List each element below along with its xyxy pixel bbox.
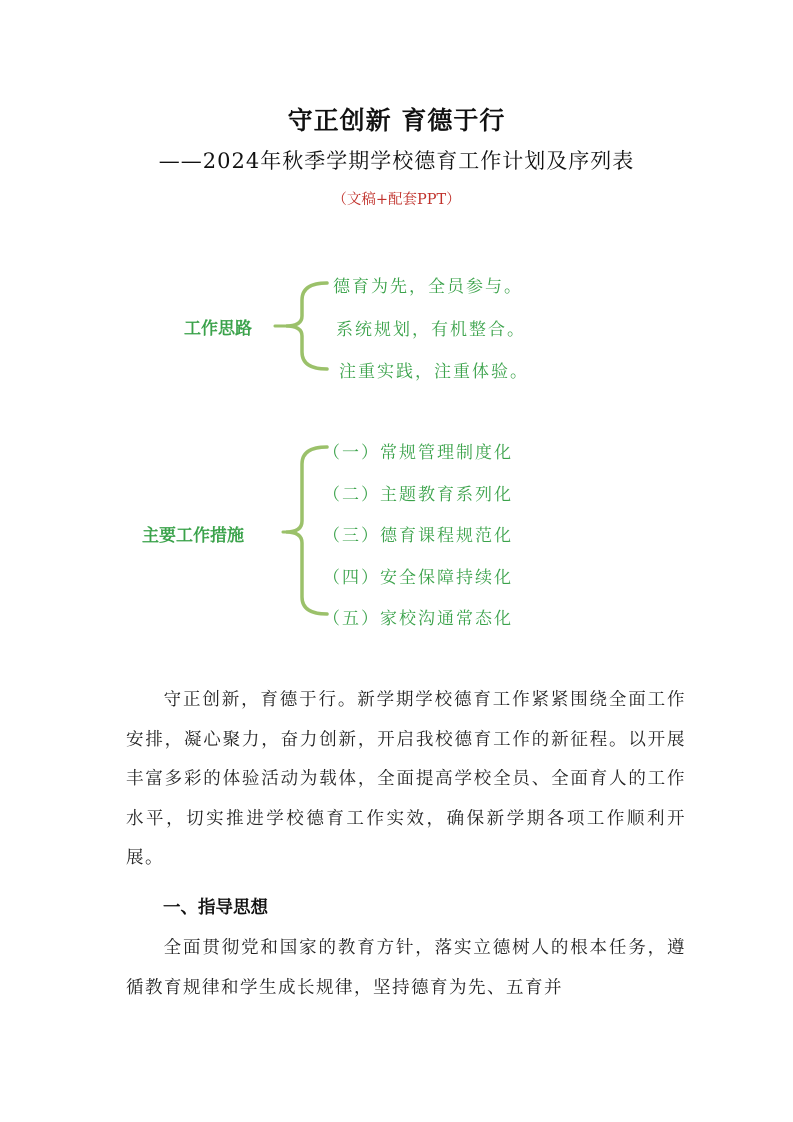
main-measures-item: （二）主题教育系列化 bbox=[323, 485, 513, 505]
main-measures-item: （一）常规管理制度化 bbox=[323, 443, 513, 463]
main-measures-item: （三）德育课程规范化 bbox=[323, 526, 513, 546]
document-note: （文稿+配套PPT） bbox=[332, 192, 461, 208]
main-measures-label: 主要工作措施 bbox=[142, 526, 244, 546]
section1-text: 全面贯彻党和国家的教育方针，落实立德树人的根本任务，遵循教育规律和学生成长规律，坚持德育为先、五育并 bbox=[126, 938, 686, 998]
work-approach-label: 工作思路 bbox=[184, 319, 252, 339]
main-measures-item: （五）家校沟通常态化 bbox=[323, 609, 513, 629]
document-title: 守正创新 育德于行 bbox=[287, 106, 506, 135]
intro-paragraph bbox=[126, 681, 686, 879]
main-measures-item: （四）安全保障持续化 bbox=[323, 568, 513, 588]
work-approach-item: 系统规划，有机整合。 bbox=[336, 320, 526, 340]
document-subtitle: ——2024年秋季学期学校德育工作计划及序列表 bbox=[158, 149, 635, 173]
intro-text: 守正创新，育德于行。新学期学校德育工作紧紧围绕全面工作安排，凝心聚力，奋力创新，开启我校德育工作的新征程。以开展丰富多彩的体验活动为载体，全面提高学校全员、全面育人的工作水平，切实推进学校德育工作实效，确保新学期各项工作顺利开展。 bbox=[126, 690, 686, 868]
work-approach-item: 注重实践，注重体验。 bbox=[339, 362, 529, 382]
work-approach-item: 德育为先，全员参与。 bbox=[333, 277, 523, 297]
section-heading: 一、指导思想 bbox=[163, 898, 268, 918]
section1-paragraph bbox=[126, 929, 686, 1008]
